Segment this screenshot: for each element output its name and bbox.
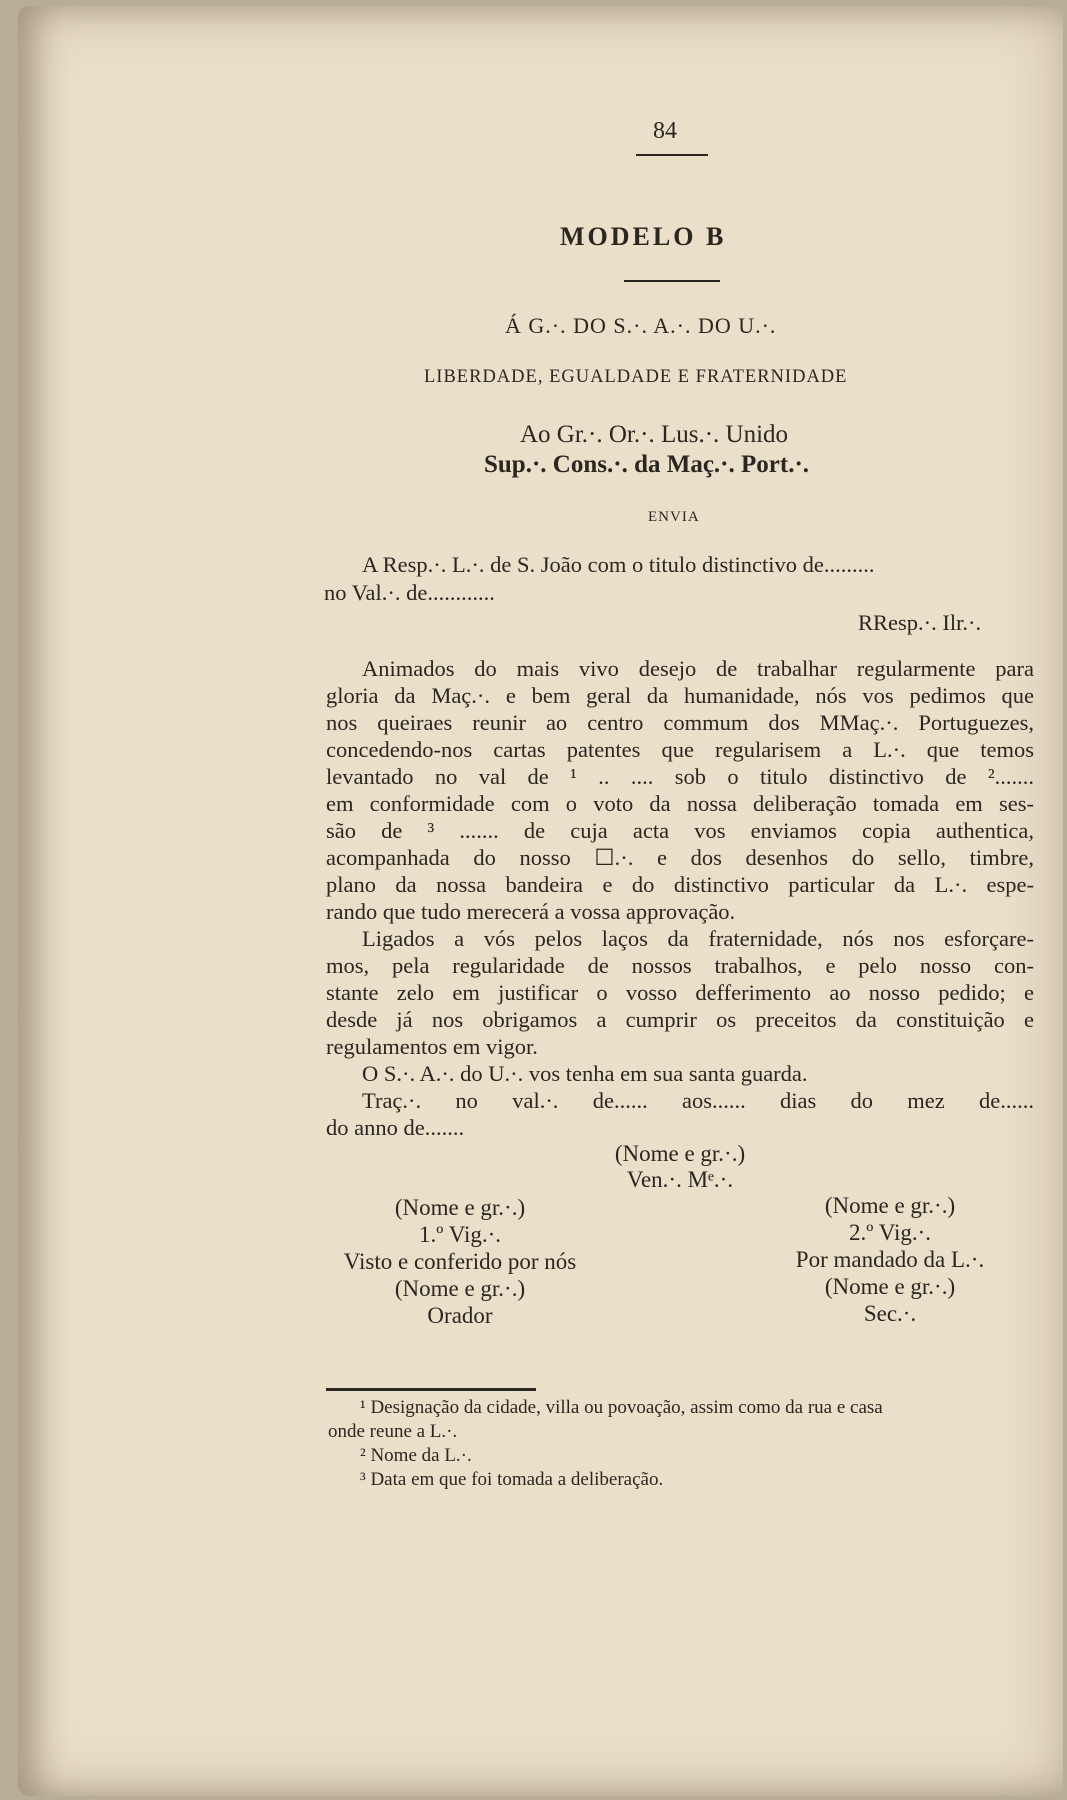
signature-left-title: 1.º Vig.·. [419,1222,501,1247]
body-line: são de ³ ....... de cuja acta vos enviamos copia authentica, [326,818,1034,843]
body-line: concedendo-nos cartas patentes que regularisem a L.·. que temos [326,737,1034,762]
sender-line-2: no Val.·. de............ [324,580,495,605]
body-line: mos, pela regularidade de nossos trabalhos, e pelo nosso con- [326,953,1034,978]
body-line: stante zelo em justificar o vosso defferimento ao nosso pedido; e [326,980,1034,1005]
body-line: Ligados a vós pelos laços da fraternidade, nós nos esforçare- [362,926,1034,951]
invocation: Á G.·. DO S.·. A.·. DO U.·. [505,313,777,338]
body-line: do anno de....... [326,1115,465,1140]
recipient-line-2: Sup.·. Cons.·. da Maç.·. Port.·. [484,451,810,478]
signature-right-role: Sec.·. [863,1301,917,1326]
footnote-1: ¹ Designação da cidade, villa ou povoação, assim como da rua e casa [360,1397,883,1418]
body-line: rando que tudo merecerá a vossa approvação. [326,899,736,924]
body-line: desde já nos obrigamos a cumprir os preceitos da constituição e [326,1007,1034,1032]
body-line: O S.·. A.·. do U.·. vos tenha em sua santa guarda. [362,1061,808,1086]
signature-right-note: Por mandado da L.·. [795,1247,985,1272]
page-heading: MODELO B [560,222,727,251]
page-number-rule [636,154,708,156]
envia-label: ENVIA [648,509,700,525]
signature-left-name-2: (Nome e gr.·.) [394,1276,526,1301]
signature-left-name: (Nome e gr.·.) [394,1195,526,1220]
page-number: 84 [653,118,677,144]
body-line: levantado no val de ¹ .. .... sob o titulo distinctivo de ²....... [326,764,1034,789]
signature-center-title: Ven.·. Mᵉ.·. [626,1167,734,1192]
body-line: Animados do mais vivo desejo de trabalhar regularmente para [362,656,1034,681]
signature-right-name-2: (Nome e gr.·.) [824,1274,956,1299]
sender-line-1: A Resp.·. L.·. de S. João com o titulo distinctivo de......... [362,552,875,577]
heading-rule [624,280,720,282]
signature-center-name: (Nome e gr.·.) [614,1141,746,1166]
body-line: Traç.·. no val.·. de...... aos...... dias do mez de...... [362,1088,1034,1113]
body-line: regulamentos em vigor. [326,1034,538,1059]
motto: LIBERDADE, EGUALDADE E FRATERNIDADE [424,367,848,387]
body-line: plano da nossa bandeira e do distinctivo particular da L.·. espe- [326,872,1034,897]
signature-left-role: Orador [427,1303,493,1328]
body-line: em conformidade com o voto da nossa deliberação tomada em ses- [326,791,1034,816]
body-line: acompanhada do nosso ☐.·. e dos desenhos do sello, timbre, [326,845,1034,870]
salutation: RResp.·. Ilr.·. [858,610,982,635]
footnote-1-cont: onde reune a L.·. [328,1421,458,1442]
footnote-rule [326,1388,536,1391]
body-line: nos queiraes reunir ao centro commum dos MMaç.·. Portuguezes, [326,710,1034,735]
footnote-3: ³ Data em que foi tomada a deliberação. [360,1469,664,1490]
recipient-line-1: Ao Gr.·. Or.·. Lus.·. Unido [520,421,789,448]
body-line: gloria da Maç.·. e bem geral da humanidade, nós vos pedimos que [326,683,1034,708]
signature-left-note: Visto e conferido por nós [343,1249,577,1274]
signature-right-name: (Nome e gr.·.) [824,1193,956,1218]
signature-right-title: 2.º Vig.·. [849,1220,931,1245]
footnote-2: ² Nome da L.·. [360,1445,472,1466]
